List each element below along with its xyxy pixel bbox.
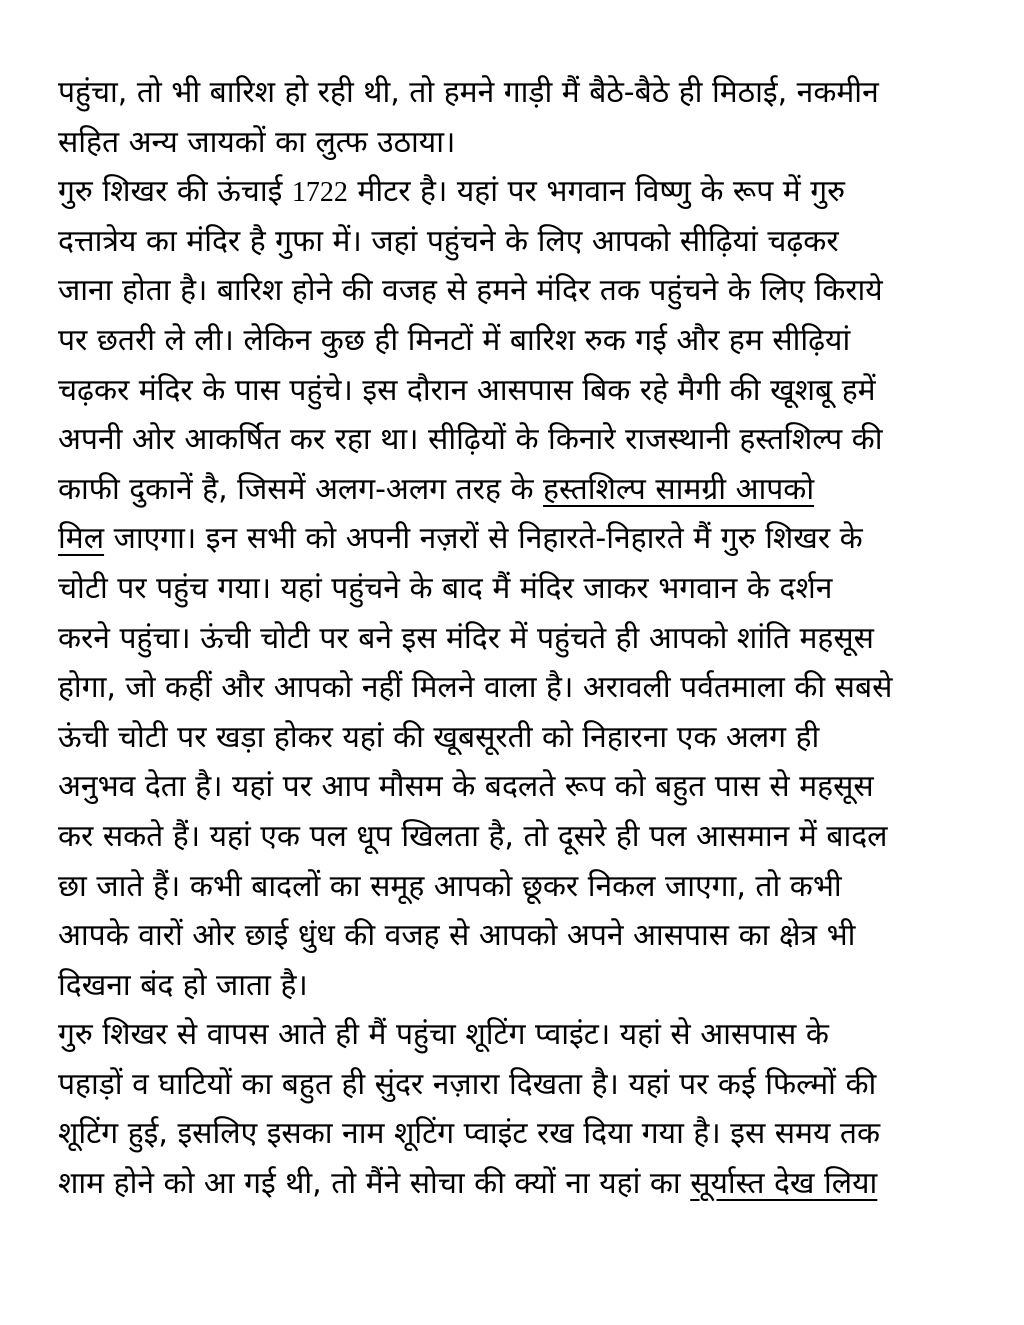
text-segment: पर छतरी ले ली। लेकिन कुछ ही मिनटों में बारिश रुक गई और हम सीढ़ियां bbox=[58, 322, 851, 358]
document-body bbox=[58, 68, 974, 1209]
text-segment: शूटिंग हुई, इसलिए इसका नाम शूटिंग प्वाइंट रख दिया गया है। इस समय तक bbox=[58, 1116, 881, 1152]
text-line bbox=[58, 415, 974, 465]
text-line bbox=[58, 762, 974, 812]
text-segment: ऊंची चोटी पर खड़ा होकर यहां की खूबसूरती को निहारना एक अलग ही bbox=[58, 719, 820, 755]
text-segment: करने पहुंचा। ऊंची चोटी पर बने इस मंदिर में पहुंचते ही आपको शांति महसूस bbox=[58, 620, 874, 656]
height-number: 1722 bbox=[291, 177, 348, 209]
text-segment: अपनी ओर आकर्षित कर रहा था। सीढ़ियों के किनारे राजस्थानी हस्तशिल्प की bbox=[58, 422, 883, 458]
text-line bbox=[58, 1109, 974, 1159]
text-line bbox=[58, 961, 974, 1011]
text-segment: मीटर है। यहां पर भगवान विष्णु के रूप में गुरु bbox=[347, 174, 846, 210]
text-segment: आपके वारों ओर छाई धुंध की वजह से आपको अपने आसपास का क्षेत्र भी bbox=[58, 918, 856, 954]
sunset-link[interactable]: सूर्यास्त देख लिया bbox=[690, 1166, 878, 1202]
text-segment: होगा, जो कहीं और आपको नहीं मिलने वाला है। अरावली पर्वतमाला की सबसे bbox=[58, 670, 893, 706]
text-line bbox=[58, 316, 974, 366]
text-line bbox=[58, 514, 974, 564]
text-line bbox=[58, 167, 974, 217]
text-segment: शाम होने को आ गई थी, तो मैंने सोचा की क्यों ना यहां का bbox=[58, 1166, 691, 1202]
text-segment: दत्तात्रेय का मंदिर है गुफा में। जहां पहुंचने के लिए आपको सीढ़ियां चढ़कर bbox=[58, 223, 839, 259]
text-line bbox=[58, 911, 974, 961]
text-line bbox=[58, 1159, 974, 1209]
text-segment: गुरु शिखर से वापस आते ही मैं पहुंचा शूटिंग प्वाइंट। यहां से आसपास के bbox=[58, 1017, 829, 1053]
paragraph bbox=[58, 68, 974, 167]
text-segment: काफी दुकानें है, जिसमें अलग-अलग तरह के bbox=[58, 471, 544, 507]
text-segment: सहित अन्य जायकों का लुत्फ उठाया। bbox=[58, 124, 456, 160]
text-segment: कर सकते हैं। यहां एक पल धूप खिलता है, तो दूसरे ही पल आसमान में बादल bbox=[58, 818, 888, 854]
text-line bbox=[58, 713, 974, 763]
text-segment: गुरु शिखर की ऊंचाई bbox=[58, 174, 292, 210]
text-segment: जाना होता है। बारिश होने की वजह से हमने मंदिर तक पहुंचने के लिए किराये bbox=[58, 273, 883, 309]
text-line bbox=[58, 266, 974, 316]
text-line bbox=[58, 68, 974, 118]
text-segment: पहाड़ों व घाटियों का बहुत ही सुंदर नज़ारा दिखता है। यहां पर कई फिल्मों की bbox=[58, 1066, 877, 1102]
text-line bbox=[58, 614, 974, 664]
handicraft-link[interactable]: हस्तशिल्प सामग्री आपको bbox=[543, 471, 815, 507]
text-segment: जाएगा। इन सभी को अपनी नज़रों से निहारते-निहारते मैं गुरु शिखर के bbox=[104, 521, 863, 557]
text-line bbox=[58, 663, 974, 713]
text-line bbox=[58, 564, 974, 614]
text-segment: छा जाते हैं। कभी बादलों का समूह आपको छूकर निकल जाएगा, तो कभी bbox=[58, 868, 842, 904]
text-line bbox=[58, 812, 974, 862]
text-segment: चढ़कर मंदिर के पास पहुंचे। इस दौरान आसपास बिक रहे मैगी की खूशबू हमें bbox=[58, 372, 876, 408]
paragraph bbox=[58, 167, 974, 1010]
paragraph bbox=[58, 1010, 974, 1208]
text-line bbox=[58, 217, 974, 267]
text-line bbox=[58, 1060, 974, 1110]
text-segment: अनुभव देता है। यहां पर आप मौसम के बदलते रूप को बहुत पास से महसूस bbox=[58, 769, 874, 805]
text-segment: चोटी पर पहुंच गया। यहां पहुंचने के बाद मैं मंदिर जाकर भगवान के दर्शन bbox=[58, 570, 833, 606]
text-segment: पहुंचा, तो भी बारिश हो रही थी, तो हमने गाड़ी मैं बैठे-बैठे ही मिठाई, नकमीन bbox=[58, 75, 879, 110]
text-line bbox=[58, 1010, 974, 1060]
text-line bbox=[58, 465, 974, 515]
text-line bbox=[58, 118, 974, 168]
text-line bbox=[58, 862, 974, 912]
text-segment: दिखना बंद हो जाता है। bbox=[58, 967, 308, 1003]
handicraft-link-continued[interactable]: मिल bbox=[58, 521, 105, 557]
text-line bbox=[58, 366, 974, 416]
